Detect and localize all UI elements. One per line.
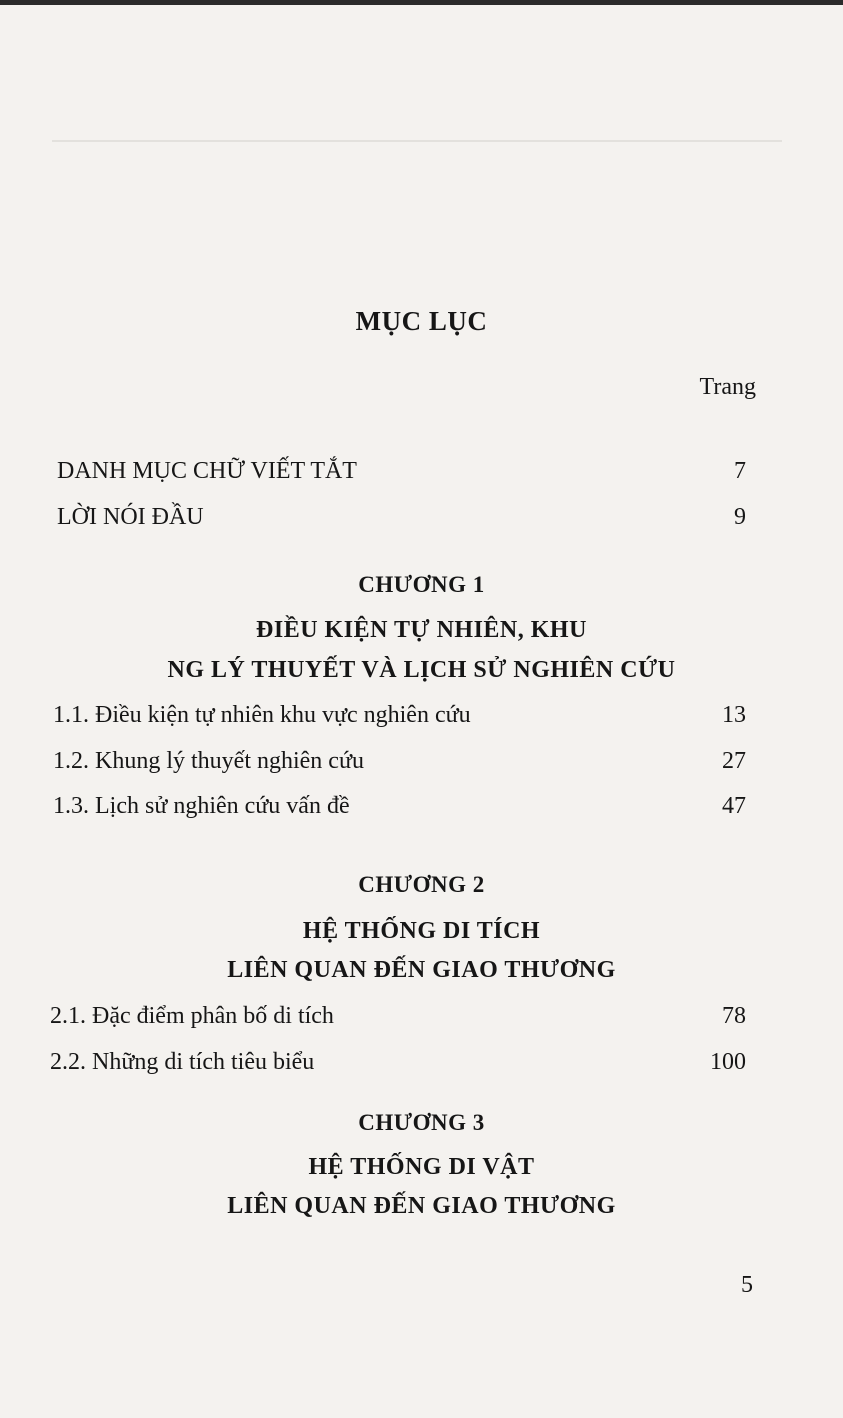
toc-entry-page: 78 [722, 1003, 746, 1029]
chapter-1-heading: CHƯƠNG 1 [358, 572, 485, 597]
toc-entry-abbreviations[interactable] [57, 458, 746, 485]
toc-entry-label: LỜI NÓI ĐẦU [57, 504, 204, 530]
chapter-2-title-line-1: HỆ THỐNG DI TÍCH [302, 918, 541, 944]
toc-entry-label: 2.1. Đặc điểm phân bố di tích [50, 1003, 334, 1029]
toc-entry-page: 9 [734, 504, 746, 530]
toc-entry-1-3[interactable] [53, 793, 746, 820]
toc-entry-page: 100 [710, 1049, 746, 1075]
toc-entry-2-1[interactable] [50, 1003, 746, 1030]
toc-entry-preface[interactable] [57, 504, 746, 531]
page-edge-shadow [0, 0, 843, 5]
toc-entry-label: DANH MỤC CHỮ VIẾT TẮT [57, 458, 357, 484]
bleed-through-rule [52, 140, 782, 142]
toc-entry-page: 47 [722, 793, 746, 819]
toc-entry-label: 1.2. Khung lý thuyết nghiên cứu [53, 748, 364, 774]
page-column-label: Trang [699, 374, 756, 400]
page-number: 5 [741, 1272, 753, 1298]
chapter-1-title-line-1: ĐIỀU KIỆN TỰ NHIÊN, KHU [256, 617, 587, 643]
chapter-3-title-line-2: LIÊN QUAN ĐẾN GIAO THƯƠNG [227, 1193, 616, 1219]
toc-entry-label: 2.2. Những di tích tiêu biểu [50, 1049, 315, 1075]
toc-entry-page: 27 [722, 748, 746, 774]
chapter-1-title-line-2: NG LÝ THUYẾT VÀ LỊCH SỬ NGHIÊN CỨU [167, 657, 676, 683]
chapter-2-title-line-2: LIÊN QUAN ĐẾN GIAO THƯƠNG [227, 957, 616, 983]
toc-entry-1-2[interactable] [53, 748, 746, 775]
toc-entry-label: 1.1. Điều kiện tự nhiên khu vực nghiên cứu [53, 702, 471, 728]
toc-entry-page: 7 [734, 458, 746, 484]
toc-entry-1-1[interactable] [53, 702, 746, 729]
chapter-3-heading: CHƯƠNG 3 [358, 1110, 485, 1135]
toc-entry-2-2[interactable] [50, 1049, 746, 1076]
toc-entry-page: 13 [722, 702, 746, 728]
chapter-3-title-line-1: HỆ THỐNG DI VẬT [308, 1154, 535, 1180]
page-title: MỤC LỤC [355, 306, 488, 336]
chapter-2-heading: CHƯƠNG 2 [358, 872, 485, 897]
toc-entry-label: 1.3. Lịch sử nghiên cứu vấn đề [53, 793, 350, 819]
